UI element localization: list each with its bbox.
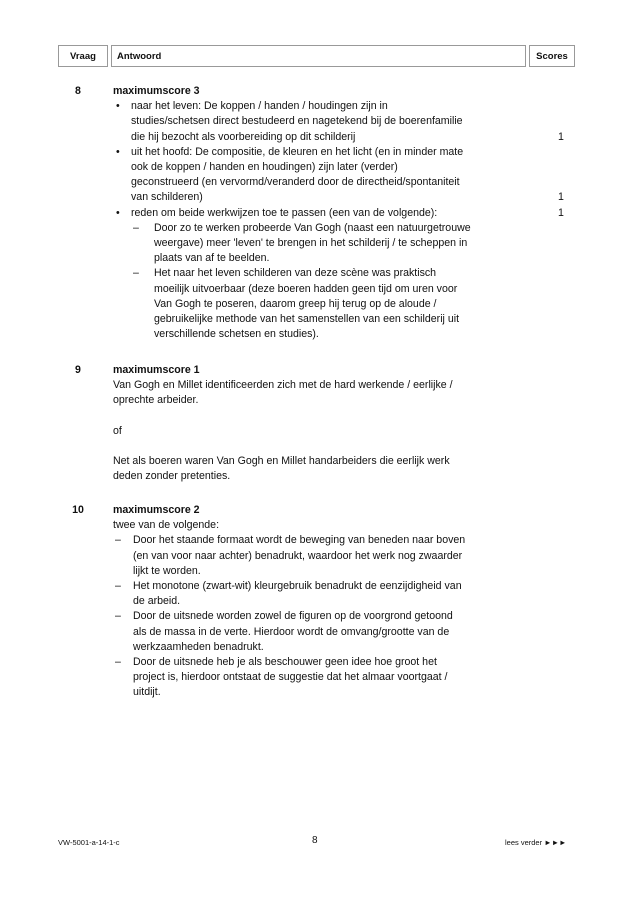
line: oprechte arbeider.: [113, 394, 199, 407]
bullet-item: [113, 145, 564, 206]
line: Door de uitsnede worden zowel de figuren op de voorgrond getoond: [133, 610, 453, 623]
answer-body: [113, 363, 533, 485]
line: reden om beide werkwijzen toe te passen (een van de volgende):: [131, 206, 438, 219]
line: twee van de volgende:: [113, 519, 220, 532]
line: Door de uitsnede heb je als beschouwer geen idee hoe groot het: [133, 656, 437, 669]
dash-icon: –: [133, 221, 139, 234]
line: Door het staande formaat wordt de beweging van beneden naar boven: [133, 534, 466, 547]
footer-code: VW-5001-a-14-1-c: [58, 838, 120, 847]
dash-icon: –: [115, 610, 121, 623]
line: lijkt te worden.: [133, 564, 201, 577]
bullet-icon: •: [116, 206, 120, 219]
dash-item: [131, 266, 533, 342]
line: Door zo te werken probeerde Van Gogh (naast een natuurgetrouwe: [154, 221, 471, 234]
dash-item: [131, 221, 533, 267]
answer-body: [113, 84, 564, 342]
line: Het monotone (zwart-wit) kleurgebruik benadrukt de eenzijdigheid van: [133, 580, 462, 593]
maximumscore: maximumscore 1: [113, 364, 200, 376]
dash-item: [113, 655, 533, 701]
or-label: of: [113, 424, 122, 437]
dash-icon: –: [115, 580, 121, 593]
line: als de massa in de verte. Hierdoor wordt de omvang/grootte van de: [133, 625, 450, 638]
line: deden zonder pretenties.: [113, 470, 231, 483]
page-number: 8: [312, 835, 318, 846]
dash-item: [113, 579, 533, 609]
continue-label: lees verder ►►►: [505, 838, 567, 847]
line: geconstrueerd (en vervormd/veranderd door de directheid/spontaniteit: [131, 176, 460, 189]
bullet-icon: •: [116, 100, 120, 113]
line: (en van voor naar achter) benadrukt, waardoor het werk nog zwaarder: [133, 549, 463, 562]
dash-item: [113, 533, 533, 579]
line: moeilijk uitvoerbaar (deze boeren hadden geen tijd om uren voor: [154, 282, 458, 295]
score-value: 1: [558, 130, 564, 143]
line: de arbeid.: [133, 595, 181, 608]
line: Net als boeren waren Van Gogh en Millet handarbeiders die eerlijk werk: [113, 455, 450, 468]
line: werkzaamheden benadrukt.: [133, 640, 264, 653]
question-number: 8: [75, 85, 81, 97]
score-value: 1: [558, 206, 564, 219]
bullet-item: [113, 206, 564, 221]
dash-icon: –: [115, 656, 121, 669]
header-scores: Scores: [529, 45, 575, 67]
answer-body: [113, 503, 533, 701]
maximumscore: maximumscore 2: [113, 504, 200, 516]
line: weergave) meer 'leven' te brengen in het schilderij / te scheppen in: [154, 237, 468, 250]
line: gebruikelijke methode van het samenstellen van een schilderij uit: [154, 313, 460, 326]
line: Van Gogh en Millet identificeerden zich met de hard werkende / eerlijke /: [113, 379, 453, 392]
dash-item: [113, 609, 533, 655]
line: ook de koppen / handen en houdingen) zijn later (verder): [131, 161, 398, 174]
maximumscore: maximumscore 3: [113, 85, 200, 97]
line: uit het hoofd: De compositie, de kleuren en het licht (en in minder mate: [131, 145, 464, 158]
dash-icon: –: [115, 534, 121, 547]
bullet-item: [113, 99, 564, 145]
line: verschillende schetsen en studies).: [154, 328, 319, 341]
question-number: 9: [75, 364, 81, 376]
dash-icon: –: [133, 267, 139, 280]
score-value: 1: [558, 191, 564, 204]
line: naar het leven: De koppen / handen / houdingen zijn in: [131, 100, 388, 113]
line: plaats van af te beelden.: [154, 252, 270, 265]
line: die hij bezocht als voorbereiding op dit schilderij: [131, 130, 356, 143]
header-vraag: Vraag: [58, 45, 108, 67]
line: Van Gogh te poseren, daarom greep hij terug op de aloude /: [154, 297, 437, 310]
line: van schilderen): [131, 191, 203, 204]
header-antwoord: Antwoord: [111, 45, 526, 67]
line: project is, hierdoor ontstaat de suggestie dat het almaar voortgaat /: [133, 671, 448, 684]
bullet-icon: •: [116, 145, 120, 158]
line: Het naar het leven schilderen van deze scène was praktisch: [154, 267, 437, 280]
line: studies/schetsen direct bestudeerd en nagetekend bij de boerenfamilie: [131, 115, 463, 128]
line: uitdijt.: [133, 686, 161, 699]
question-number: 10: [72, 504, 84, 516]
